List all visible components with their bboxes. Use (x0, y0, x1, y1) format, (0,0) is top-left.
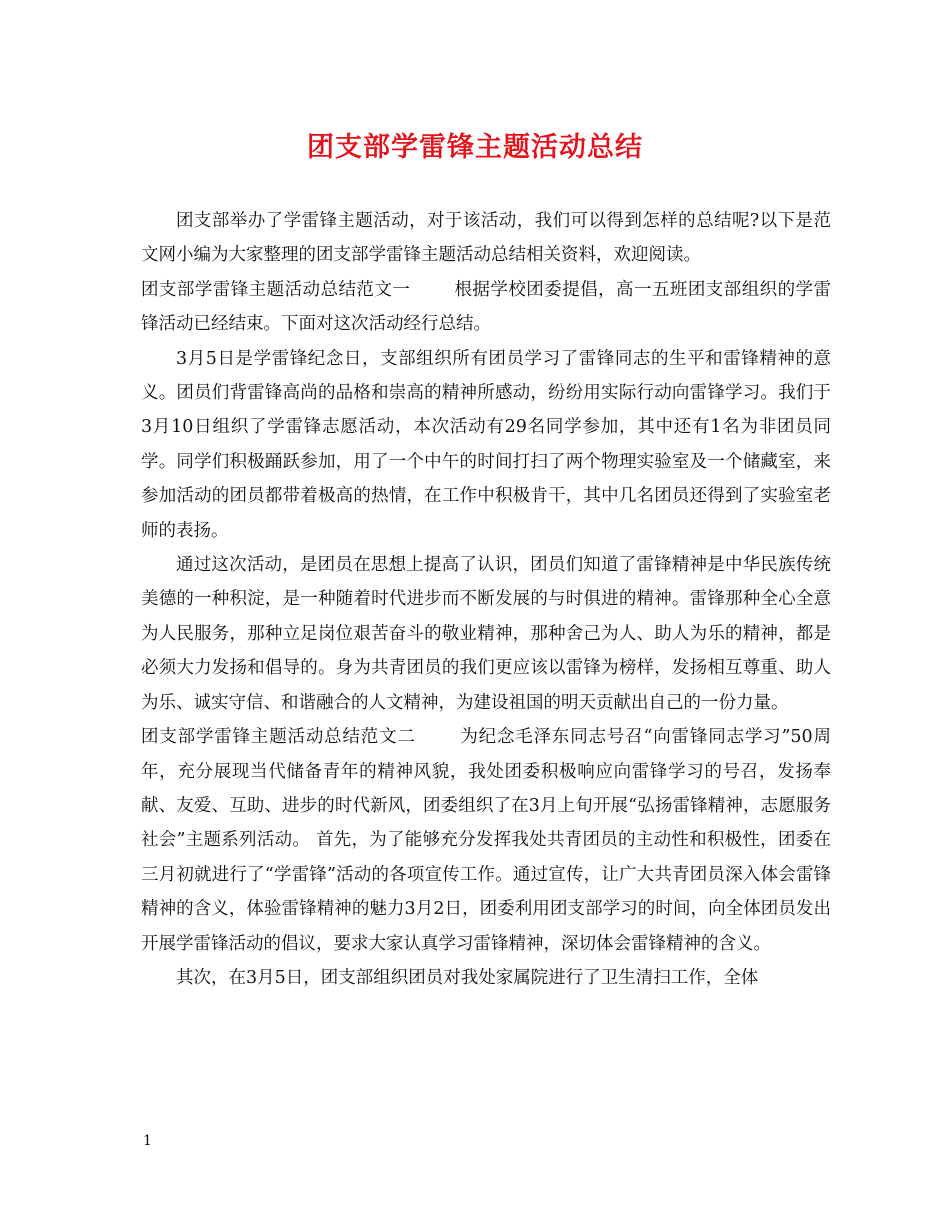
document-body (141, 204, 831, 995)
paragraph-sample-two (141, 720, 831, 961)
section-text-sample-two: 为纪念毛泽东同志号召“向雷锋同志学习”50周年，充分展现当代储备青年的精神风貌，我处团委积极响应向雷锋学习的号召，发扬奉献、友爱、互助、进步的时代新风，团委组织了在3月上旬开展“弘扬雷锋精神，志愿服务社会”主题系列活动。 首先，为了能够充分发挥我处共青团员的主动性和积极性，团委在三月初就进行了“学雷锋”活动的各项宣传工作。通过宣传，让广大共青团员深入体会雷锋精神的含义，体验雷锋精神的魅力3月2日，团委利用团支部学习的时间，向全体团员发出开展学雷锋活动的倡议，要求大家认真学习雷锋精神，深切体会雷锋精神的含义。 (141, 727, 831, 954)
section-text-sample-one: 根据学校团委提倡，高一五班团支部组织的学雷锋活动已经结束。下面对这次活动经行总结。 (141, 279, 832, 335)
document-title: 团支部学雷锋主题活动总结 (307, 132, 643, 163)
section-heading-sample-one: 团支部学雷锋主题活动总结范文一 (141, 279, 411, 300)
paragraph-intro: 团支部举办了学雷锋主题活动，对于该活动，我们可以得到怎样的总结呢?以下是范文网小编为大家整理的团支部学雷锋主题活动总结相关资料，欢迎阅读。 (141, 211, 831, 266)
section-heading-sample-two: 团支部学雷锋主题活动总结范文二 (141, 727, 416, 748)
page-number: 1 (143, 1133, 152, 1149)
paragraph-reflection: 通过这次活动，是团员在思想上提高了认识，团员们知道了雷锋精神是中华民族传统美德的一种积淀，是一种随着时代进步而不断发展的与时俱进的精神。雷锋那种全心全意为人民服务，那种立足岗位艰苦奋斗的敬业精神，那种舍己为人、助人为乐的精神，都是必须大力发扬和倡导的。身为共青团员的我们更应该以雷锋为榜样，发扬相互尊重、助人为乐、诚实守信、和谐融合的人文精神，为建设祖国的明天贡献出自己的一份力量。 (141, 555, 831, 713)
paragraph-sample-one (141, 273, 831, 342)
paragraph-second-step: 其次，在3月5日，团支部组织团员对我处家属院进行了卫生清扫工作，全体 (176, 967, 759, 988)
paragraph-activity: 3月5日是学雷锋纪念日，支部组织所有团员学习了雷锋同志的生平和雷锋精神的意义。团员们背雷锋高尚的品格和崇高的精神所感动，纷纷用实际行动向雷锋学习。我们于3月10日组织了学雷锋志愿活动，本次活动有29名同学参加，其中还有1名为非团员同学。同学们积极踊跃参加，用了一个中午的时间打扫了两个物理实验室及一个储藏室，来参加活动的团员都带着极高的热情，在工作中积极肯干，其中几名团员还得到了实验室老师的表扬。 (141, 348, 831, 541)
